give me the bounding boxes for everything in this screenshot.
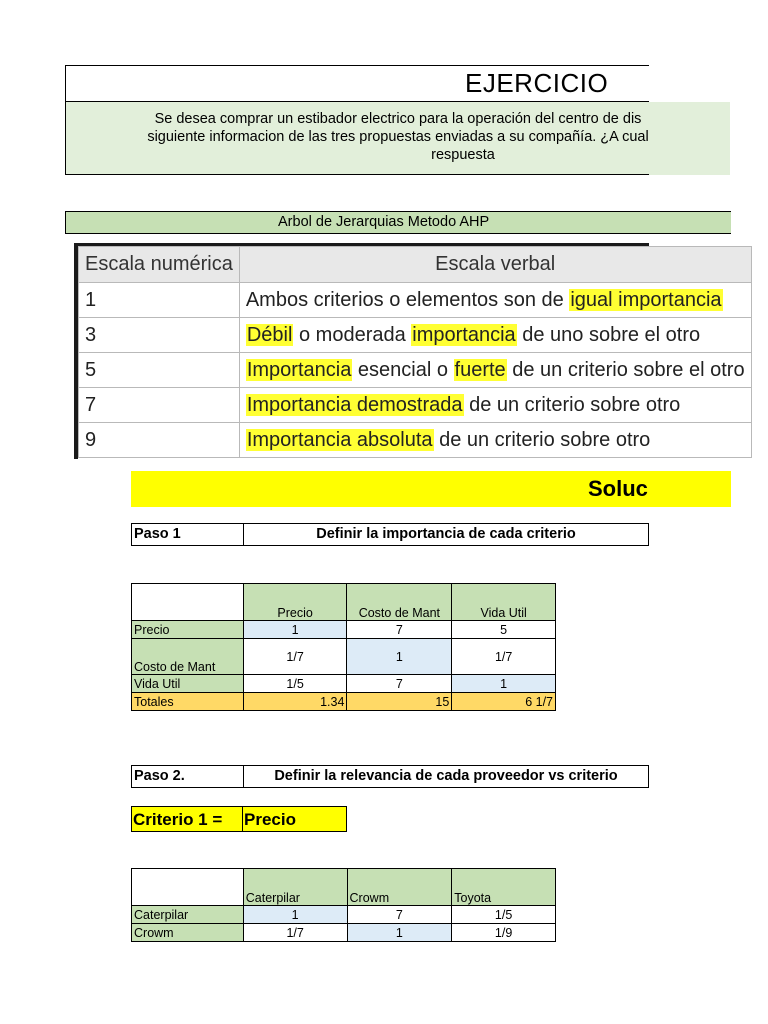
paso1-text: Definir la importancia de cada criterio <box>316 526 576 542</box>
matrix2-corner <box>132 869 244 906</box>
title-bottom-border <box>65 174 649 175</box>
matrix1-cell[interactable]: 5 <box>452 621 556 639</box>
matrix1-row <box>132 675 556 693</box>
matrix1-total[interactable]: 6 1/7 <box>452 693 556 711</box>
criterion-box <box>131 806 347 832</box>
scale-row <box>79 388 752 423</box>
matrix1-row-label: Costo de Mant <box>132 639 244 675</box>
scale-header-row <box>79 247 752 283</box>
scale-num: 7 <box>79 388 240 423</box>
scale-table <box>78 246 752 458</box>
scale-highlight: Importancia absoluta <box>246 428 433 451</box>
matrix2-col-header: Toyota <box>452 869 556 906</box>
matrix1-cell[interactable]: 7 <box>347 621 452 639</box>
scale-verbal <box>239 283 751 318</box>
ahp-header-text: Arbol de Jerarquias Metodo AHP <box>278 214 490 230</box>
matrix1-col-header: Precio <box>243 584 347 621</box>
matrix1-header-row <box>132 584 556 621</box>
matrix1-corner <box>132 584 244 621</box>
criteria-matrix <box>131 583 556 711</box>
matrix2-cell[interactable]: 1/9 <box>452 924 556 942</box>
criterion-divider <box>242 807 243 831</box>
scale-text: de un criterio sobre el otro <box>506 358 745 381</box>
scale-row <box>79 318 752 353</box>
solution-title: Soluc <box>588 476 648 501</box>
matrix1-cell[interactable]: 1 <box>452 675 556 693</box>
matrix2-cell[interactable]: 7 <box>347 906 452 924</box>
scale-verbal <box>239 423 751 458</box>
scale-highlight: importancia <box>412 323 516 346</box>
criterion-label: Criterio 1 = <box>133 810 223 829</box>
scale-highlight: igual importancia <box>570 288 722 311</box>
scale-text: de un criterio sobre otro <box>433 428 651 451</box>
scale-highlight: Importancia demostrada <box>246 393 463 416</box>
matrix1-totals-label: Totales <box>132 693 244 711</box>
matrix1-row <box>132 621 556 639</box>
matrix2-header-row <box>132 869 556 906</box>
matrix1-cell[interactable]: 1 <box>347 639 452 675</box>
matrix1-total[interactable]: 15 <box>347 693 452 711</box>
matrix2-cell[interactable]: 1/7 <box>243 924 347 942</box>
description-line-1: Se desea comprar un estibador electrico para la operación del centro de dis <box>154 111 642 127</box>
matrix1-row-label: Vida Util <box>132 675 244 693</box>
ahp-header-bar <box>65 211 731 234</box>
matrix2-row-label: Caterpilar <box>132 906 244 924</box>
scale-num: 1 <box>79 283 240 318</box>
description-line-3: respuesta <box>431 147 495 163</box>
scale-verbal <box>239 318 751 353</box>
scale-num: 9 <box>79 423 240 458</box>
matrix2-col-header: Caterpilar <box>243 869 347 906</box>
supplier-matrix <box>131 868 556 942</box>
scale-header-verbal-text: Escala verbal <box>435 253 556 275</box>
scale-header-numeric: Escala numérica <box>79 247 240 283</box>
matrix2-row-label: Crowm <box>132 924 244 942</box>
matrix1-cell[interactable]: 1/5 <box>243 675 347 693</box>
matrix1-totals-row <box>132 693 556 711</box>
scale-row <box>79 283 752 318</box>
paso1-box <box>131 523 649 546</box>
matrix2-cell[interactable]: 1 <box>347 924 452 942</box>
scale-row <box>79 353 752 388</box>
scale-text: de uno sobre el otro <box>516 323 701 346</box>
scale-text: de un criterio sobre otro <box>463 393 681 416</box>
description-line-2: siguiente informacion de las tres propuestas enviadas a su compañía. ¿A cual <box>147 129 649 145</box>
matrix1-row-label: Precio <box>132 621 244 639</box>
matrix2-cell[interactable]: 1/5 <box>452 906 556 924</box>
scale-text: o moderada <box>293 323 412 346</box>
matrix1-total[interactable]: 1.34 <box>243 693 347 711</box>
scale-table-image <box>74 243 745 459</box>
scale-header-verbal <box>239 247 751 283</box>
scale-row <box>79 423 752 458</box>
paso2-box <box>131 765 649 788</box>
criterion-value[interactable]: Precio <box>244 810 296 829</box>
matrix2-col-header: Crowm <box>347 869 452 906</box>
title-divider <box>65 101 649 102</box>
matrix1-cell[interactable]: 1/7 <box>243 639 347 675</box>
matrix2-row <box>132 906 556 924</box>
scale-text: Ambos criterios o elementos son de <box>245 288 570 311</box>
matrix1-col-header: Costo de Mant <box>347 584 452 621</box>
scale-num: 3 <box>79 318 240 353</box>
paso1-label: Paso 1 <box>133 524 244 545</box>
matrix2-row <box>132 924 556 942</box>
scale-highlight: Débil <box>246 323 293 346</box>
scale-highlight: Importancia <box>246 358 352 381</box>
matrix2-cell[interactable]: 1 <box>243 906 347 924</box>
matrix1-cell[interactable]: 1/7 <box>452 639 556 675</box>
paso2-text: Definir la relevancia de cada proveedor vs criterio <box>274 768 618 784</box>
scale-text: esencial o <box>352 358 454 381</box>
scale-verbal <box>239 388 751 423</box>
matrix1-col-header: Vida Util <box>452 584 556 621</box>
paso2-label: Paso 2. <box>133 766 244 787</box>
exercise-title: EJERCICIO <box>465 68 609 98</box>
scale-num: 5 <box>79 353 240 388</box>
matrix1-row <box>132 639 556 675</box>
exercise-description <box>66 110 730 164</box>
scale-highlight: fuerte <box>454 358 506 381</box>
matrix1-cell[interactable]: 7 <box>347 675 452 693</box>
matrix1-cell[interactable]: 1 <box>243 621 347 639</box>
scale-verbal <box>239 353 751 388</box>
